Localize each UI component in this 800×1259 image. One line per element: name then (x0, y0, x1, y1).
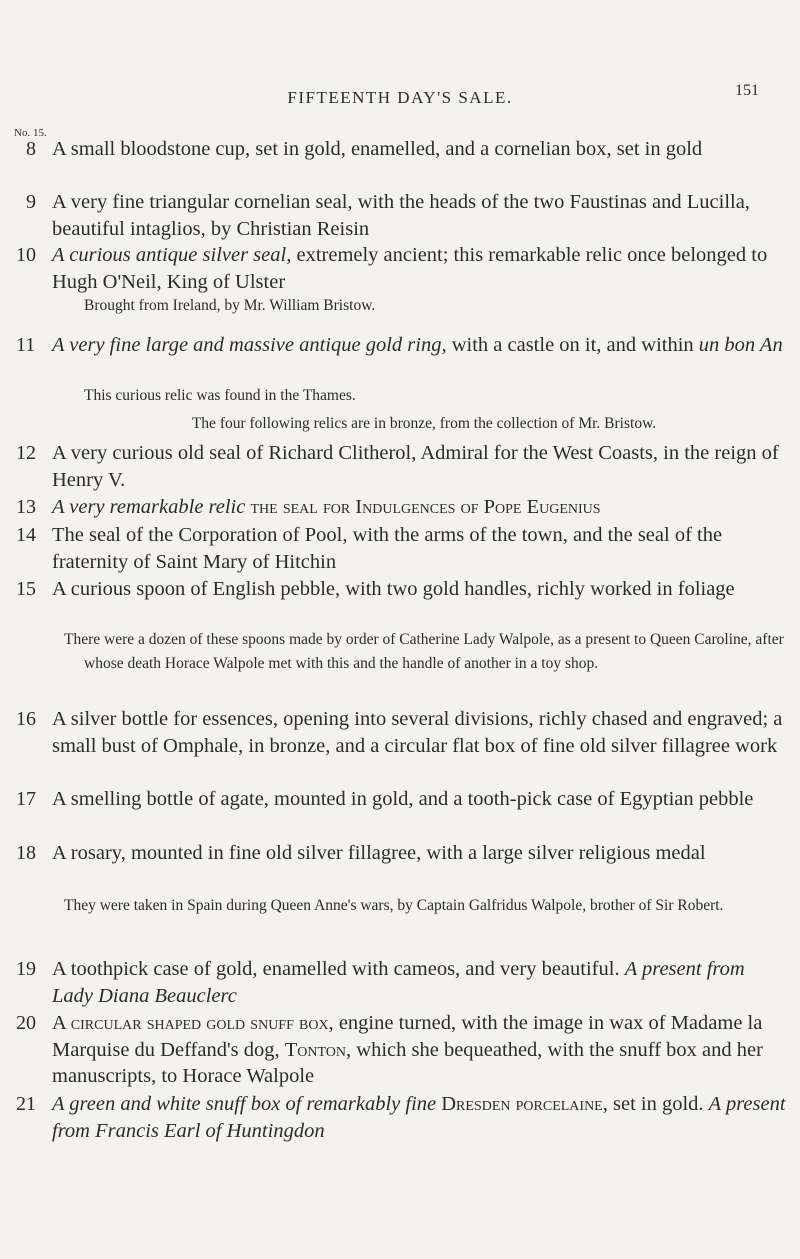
lot-description: A circular shaped gold snuff box, engine turned, with the image in wax of Madame la Marquise du Deffand's dog, Tonton, which she bequeathed, with the snuff box and her manuscripts, to Horace Walpole (52, 1012, 763, 1087)
lot-description: A curious spoon of English pebble, with two gold handles, richly worked in foliage (52, 578, 735, 600)
lot-description: A toothpick case of gold, enamelled with cameos, and very beautiful. A present from Lady Diana Beauclerc (52, 958, 745, 1007)
lot-description: A green and white snuff box of remarkably fine Dresden porcelaine, set in gold. A present from Francis Earl of Huntingdon (52, 1093, 786, 1142)
lot-description: The seal of the Corporation of Pool, with the arms of the town, and the seal of the fraternity of Saint Mary of Hitchin (52, 524, 723, 573)
lot-number: 10 (16, 244, 36, 266)
lot-description: A very fine large and massive antique gold ring, with a castle on it, and within un bon An (52, 334, 783, 356)
page-number: 151 (735, 82, 759, 99)
lot-number: 14 (16, 524, 36, 546)
note-lot-18: They were taken in Spain during Queen Anne's wars, by Captain Galfridus Walpole, brother of Sir Robert. (64, 897, 724, 914)
note-lot-11: This curious relic was found in the Thames. (84, 387, 356, 404)
page-title: FIFTEENTH DAY'S SALE. (287, 88, 513, 107)
lot-description: A silver bottle for essences, opening into several divisions, richly chased and engraved; a small bust of Omphale, in bronze, and a circular flat box of fine old silver fillagree work (52, 708, 783, 757)
lot-description: A very fine triangular cornelian seal, with the heads of the two Faustinas and Lucilla, beautiful intaglios, by Christian Reisin (52, 191, 750, 240)
lot-description: A smelling bottle of agate, mounted in gold, and a tooth-pick case of Egyptian pebble (52, 788, 754, 810)
lot-number: 17 (16, 788, 36, 810)
lot-number: 13 (16, 496, 36, 518)
note-lot-15: There were a dozen of these spoons made by order of Catherine Lady Walpole, as a present to Queen Caroline, after whose death Horace Walpole met with this and the handle of another in a toy shop. (64, 631, 784, 672)
lot-number: 21 (16, 1093, 36, 1115)
lot-description: A rosary, mounted in fine old silver fillagree, with a large silver religious medal (52, 842, 706, 864)
note-bronze-relics: The four following relics are in bronze, from the collection of Mr. Bristow. (191, 415, 657, 432)
lot-number: 12 (16, 442, 36, 464)
lot-number: 19 (16, 958, 36, 980)
lot-number: 9 (26, 191, 36, 213)
lot-number: 11 (16, 334, 36, 356)
catalogue-number-label: No. 15. (14, 127, 47, 139)
lot-description: A very curious old seal of Richard Clitherol, Admiral for the West Coasts, in the reign of Henry V. (52, 442, 779, 491)
note-lot-10: Brought from Ireland, by Mr. William Bristow. (84, 297, 376, 314)
lot-number: 15 (16, 578, 36, 600)
lot-description: A very remarkable relic the seal for Indulgences of Pope Eugenius (52, 496, 601, 518)
lot-number: 8 (26, 138, 36, 160)
lot-number: 20 (16, 1012, 36, 1034)
lot-number: 18 (16, 842, 36, 864)
lot-description: A curious antique silver seal, extremely ancient; this remarkable relic once belonged to Hugh O'Neil, King of Ulster (52, 244, 768, 293)
lot-description: A small bloodstone cup, set in gold, enamelled, and a cornelian box, set in gold (52, 138, 703, 160)
lot-number: 16 (16, 708, 36, 730)
